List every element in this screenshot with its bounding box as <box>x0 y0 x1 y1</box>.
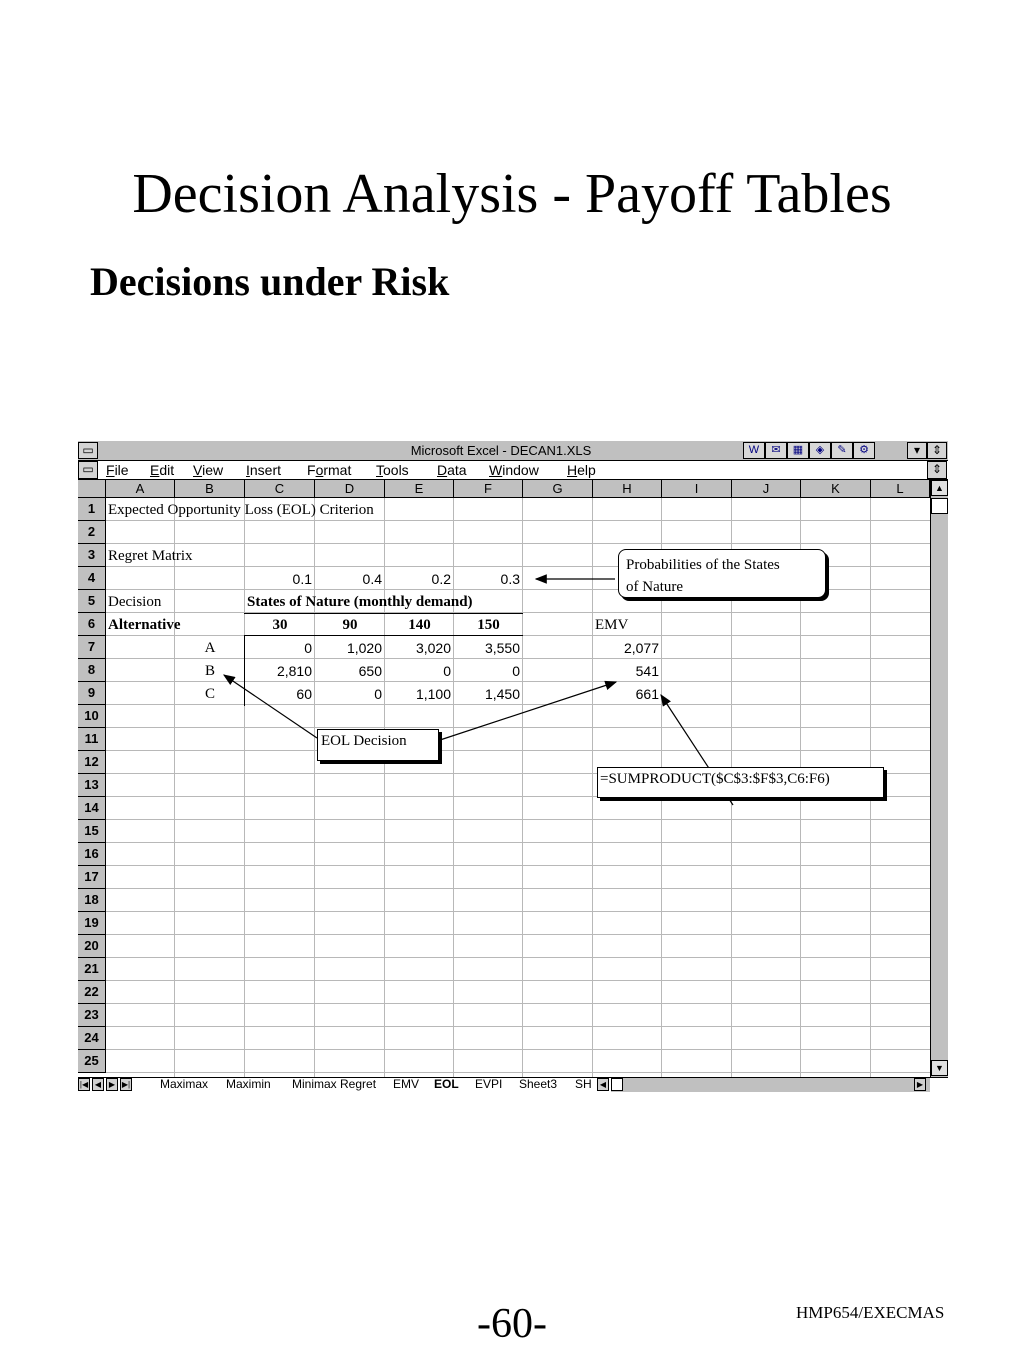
tab-minimax-regret[interactable]: Minimax Regret <box>292 1077 377 1091</box>
schedule-icon[interactable]: ▦ <box>787 442 809 459</box>
cell-a5[interactable]: Decision <box>108 594 162 610</box>
formula-callout: =SUMPRODUCT($C$3:$F$3,C6:F6) <box>597 767 884 798</box>
row-header-8[interactable]: 8 <box>78 659 106 682</box>
cell-d7[interactable]: 1,020 <box>346 640 382 656</box>
tab-evpi[interactable]: EVPI <box>475 1077 503 1091</box>
row-header-12[interactable]: 12 <box>78 751 106 774</box>
eol-arrow-left <box>224 675 317 738</box>
row-header-11[interactable]: 11 <box>78 728 106 751</box>
tab-maximin[interactable]: Maximin <box>226 1077 271 1091</box>
excel-window <box>78 441 948 1092</box>
menu-edit[interactable]: Edit <box>150 462 175 478</box>
tab-maximax[interactable]: Maximax <box>160 1077 209 1091</box>
row-header-24[interactable]: 24 <box>78 1027 106 1050</box>
column-header-a[interactable]: A <box>106 480 175 498</box>
row-header-18[interactable]: 18 <box>78 889 106 912</box>
row-header-2[interactable]: 2 <box>78 521 106 544</box>
cell-f6[interactable]: 150 <box>477 617 500 633</box>
cell-f9[interactable]: 1,450 <box>484 686 520 702</box>
cell-d9[interactable]: 0 <box>374 686 382 702</box>
scroll-down-icon[interactable]: ▼ <box>931 1060 948 1076</box>
menu-data[interactable]: Data <box>437 462 467 478</box>
cell-c9[interactable]: 60 <box>296 686 312 702</box>
cell-c8[interactable]: 2,810 <box>276 663 312 679</box>
cell-a3[interactable]: Regret Matrix <box>108 548 193 564</box>
cell-e7[interactable]: 3,020 <box>415 640 451 656</box>
row-header-16[interactable]: 16 <box>78 843 106 866</box>
menu-help[interactable]: Help <box>567 462 596 478</box>
access-icon[interactable]: ✎ <box>831 442 853 459</box>
cell-b8[interactable]: B <box>204 663 215 679</box>
column-header-c[interactable]: C <box>245 480 315 498</box>
row-header-7[interactable]: 7 <box>78 636 106 659</box>
column-header-h[interactable]: H <box>593 480 662 498</box>
row-header-13[interactable]: 13 <box>78 774 106 797</box>
slide-subtitle: Decisions under Risk <box>90 259 450 304</box>
column-header-b[interactable]: B <box>175 480 245 498</box>
menu-file[interactable]: File <box>106 462 129 478</box>
cell-b9[interactable]: C <box>204 686 215 702</box>
row-header-3[interactable]: 3 <box>78 544 106 567</box>
tab-eol[interactable]: EOL <box>434 1077 459 1091</box>
title-bar <box>78 441 948 460</box>
next-sheet-icon[interactable]: ▶ <box>106 1078 118 1091</box>
toolbar-icons <box>743 442 875 459</box>
row-header-25[interactable]: 25 <box>78 1050 106 1073</box>
tab-emv[interactable]: EMV <box>393 1077 420 1091</box>
row-header-4[interactable]: 4 <box>78 567 106 590</box>
slide-title: Decision Analysis - Payoff Tables <box>132 163 892 225</box>
cell-c7[interactable]: 0 <box>304 640 312 656</box>
menu-insert[interactable]: Insert <box>246 462 282 478</box>
row-header-1[interactable]: 1 <box>78 498 106 521</box>
tab-sheet3[interactable]: Sheet3 <box>519 1077 558 1091</box>
first-sheet-icon[interactable]: |◀ <box>79 1080 89 1089</box>
cardfile-icon[interactable]: ◈ <box>809 442 831 459</box>
cell-c4[interactable]: 0.1 <box>292 571 312 587</box>
document-control-icon[interactable]: ▭ <box>78 461 98 479</box>
column-header-g[interactable]: G <box>523 480 593 498</box>
worksheet-grid[interactable] <box>78 480 930 1077</box>
menu-view[interactable]: View <box>193 462 224 478</box>
cell-h7[interactable]: 2,077 <box>623 640 659 656</box>
connect-icon[interactable]: ✉ <box>765 442 787 459</box>
menu-window[interactable]: Window <box>489 462 539 478</box>
cell-f7[interactable]: 3,550 <box>484 640 520 656</box>
hscroll-thumb[interactable] <box>611 1078 623 1091</box>
column-header-f[interactable]: F <box>454 480 523 498</box>
scroll-thumb[interactable] <box>931 498 948 514</box>
column-header-i[interactable]: I <box>662 480 732 498</box>
column-header-j[interactable]: J <box>732 480 801 498</box>
last-sheet-icon[interactable]: ▶| <box>121 1080 131 1089</box>
menu-format[interactable]: Format <box>307 462 352 478</box>
row-header-22[interactable]: 22 <box>78 981 106 1004</box>
document-restore-icon[interactable]: ⇕ <box>927 461 947 479</box>
column-header-d[interactable]: D <box>315 480 385 498</box>
cell-b7[interactable]: A <box>204 640 216 656</box>
cell-e8[interactable]: 0 <box>443 663 451 679</box>
cell-f4[interactable]: 0.3 <box>500 571 520 587</box>
row-header-17[interactable]: 17 <box>78 866 106 889</box>
scroll-right-icon[interactable]: ▶ <box>914 1078 926 1091</box>
footer-code: HMP654/EXECMAS <box>796 1303 945 1322</box>
row-header-15[interactable]: 15 <box>78 820 106 843</box>
cell-c6[interactable]: 30 <box>272 617 288 633</box>
cell-d4[interactable]: 0.4 <box>362 571 382 587</box>
window-title: Microsoft Excel - DECAN1.XLS <box>410 443 592 458</box>
row-header-10[interactable]: 10 <box>78 705 106 728</box>
row-header-21[interactable]: 21 <box>78 958 106 981</box>
cell-d8[interactable]: 650 <box>358 663 382 679</box>
menu-tools[interactable]: Tools <box>376 462 409 478</box>
row-header-6[interactable]: 6 <box>78 613 106 636</box>
probabilities-callout-line1: Probabilities of the States <box>626 557 780 573</box>
horizontal-scrollbar[interactable] <box>599 1078 930 1092</box>
prev-sheet-icon[interactable]: ◀ <box>92 1078 104 1091</box>
tab-sh[interactable]: SH <box>575 1077 592 1091</box>
row-header-20[interactable]: 20 <box>78 935 106 958</box>
word-icon[interactable]: W <box>743 442 765 459</box>
cell-e4[interactable]: 0.2 <box>431 571 451 587</box>
vertical-scrollbar[interactable] <box>930 480 948 1077</box>
project-icon[interactable]: ⚙ <box>853 442 875 459</box>
probabilities-callout-line2: of Nature <box>626 579 684 595</box>
cell-a6[interactable]: Alternative <box>108 617 181 633</box>
cell-e6[interactable]: 140 <box>408 617 431 633</box>
cell-h8[interactable]: 541 <box>635 663 659 679</box>
sheet-tab-bar <box>78 1077 948 1092</box>
probabilities-callout <box>618 549 826 598</box>
cell-h6[interactable]: EMV <box>595 617 629 633</box>
cell-e9[interactable]: 1,100 <box>415 686 451 702</box>
row-header-14[interactable]: 14 <box>78 797 106 820</box>
restore-icon[interactable]: ⇕ <box>927 442 947 459</box>
eol-decision-callout: EOL Decision <box>317 729 439 761</box>
scroll-up-icon[interactable]: ▲ <box>931 480 948 496</box>
scroll-left-icon[interactable]: ◀ <box>597 1078 609 1091</box>
page-number: -60- <box>477 1301 547 1347</box>
row-header-19[interactable]: 19 <box>78 912 106 935</box>
row-header-9[interactable]: 9 <box>78 682 106 705</box>
row-header-23[interactable]: 23 <box>78 1004 106 1027</box>
cell-c5[interactable]: States of Nature (monthly demand) <box>247 594 473 610</box>
column-header-e[interactable]: E <box>385 480 454 498</box>
cell-h9[interactable]: 661 <box>635 686 659 702</box>
minimize-icon[interactable]: ▾ <box>907 442 927 459</box>
cell-d6[interactable]: 90 <box>342 617 358 633</box>
control-menu-icon[interactable]: ▭ <box>78 442 98 459</box>
row-header-5[interactable]: 5 <box>78 590 106 613</box>
eol-arrow-right <box>440 682 616 740</box>
column-header-k[interactable]: K <box>801 480 871 498</box>
cell-f8[interactable]: 0 <box>512 663 520 679</box>
cell-a1[interactable]: Expected Opportunity Loss (EOL) Criterion <box>108 502 374 518</box>
column-header-l[interactable]: L <box>871 480 930 498</box>
menu-bar <box>78 460 948 480</box>
